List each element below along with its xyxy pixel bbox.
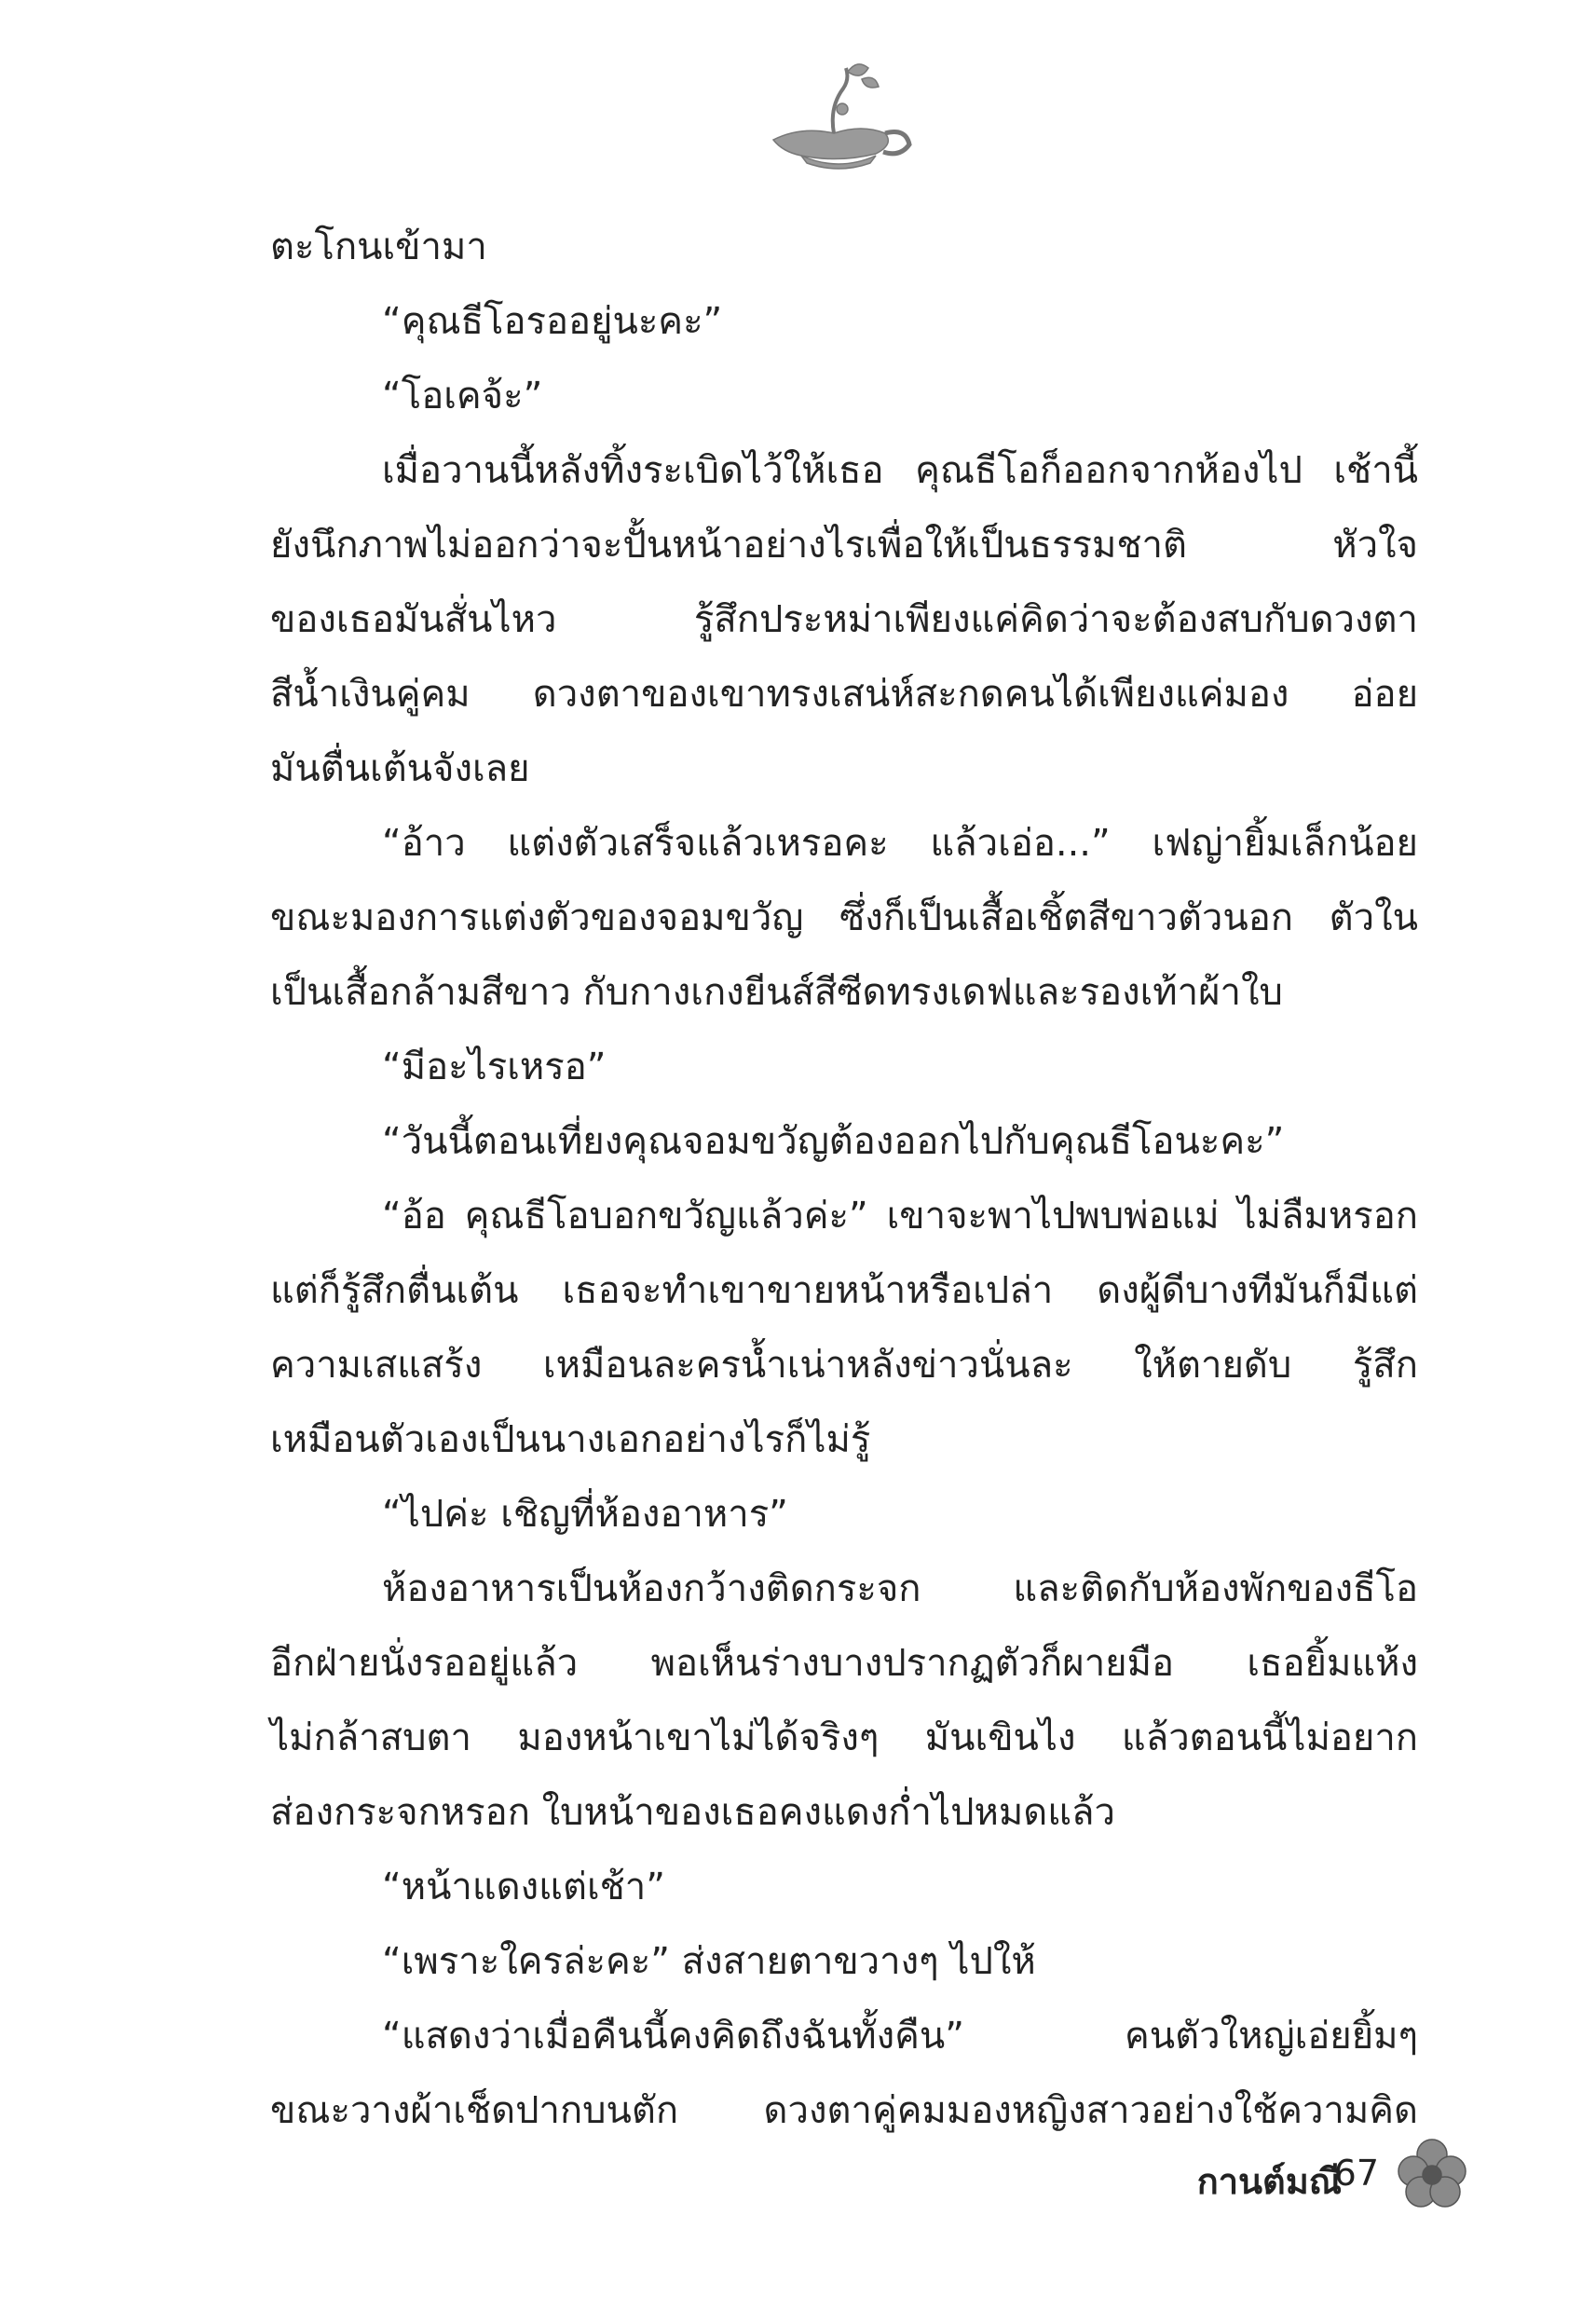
text-line-6: ของเธอมันสั่นไหว รู้สึกประหม่าเพียงแค่คิดว่าจะต้องสบกับดวงตา (270, 598, 1418, 641)
flower-icon (1393, 2134, 1472, 2213)
text-line-22: ส่องกระจกหรอก ใบหน้าของเธอคงแดงก่ำไปหมดแล้ว (270, 1791, 1115, 1834)
text-line-25: “แสดงว่าเมื่อคืนนี้คงคิดถึงฉันทั้งคืน” คนตัวใหญ่เอ่ยยิ้มๆ (382, 2015, 1418, 2058)
text-line-15: แต่ก็รู้สึกตื่นเต้น เธอจะทำเขาขายหน้าหรือเปล่า ดงผู้ดีบางทีมันก็มีแต่ (270, 1269, 1418, 1312)
text-line-7: สีน้ำเงินคู่คม ดวงตาของเขาทรงเสน่ห์สะกดคนได้เพียงแค่มอง อ่อย (270, 673, 1418, 716)
text-line-8: มันตื่นเต้นจังเลย (270, 747, 530, 790)
page-body (270, 210, 1418, 2148)
text-line-23: “หน้าแดงแต่เช้า” (382, 1866, 665, 1908)
text-line-5: ยังนึกภาพไม่ออกว่าจะปั้นหน้าอย่างไรเพื่อให้เป็นธรรมชาติ หัวใจ (270, 524, 1418, 567)
genie-lamp-icon (745, 51, 913, 172)
text-line-9: “อ้าว แต่งตัวเสร็จแล้วเหรอคะ แล้วเอ่อ...” เฟญ่ายิ้มเล็กน้อย (382, 822, 1418, 865)
text-line-21: ไม่กล้าสบตา มองหน้าเขาไม่ได้จริงๆ มันเขินไง แล้วตอนนี้ไม่อยาก (270, 1716, 1418, 1759)
text-line-13: “วันนี้ตอนเที่ยงคุณจอมขวัญต้องออกไปกับคุณธีโอนะคะ” (382, 1120, 1285, 1163)
page-number: 67 (1333, 2153, 1379, 2194)
text-line-24: “เพราะใครล่ะคะ” ส่งสายตาขวางๆ ไปให้ (382, 1940, 1036, 1983)
book-title: กานต์มณี (1196, 2161, 1342, 2202)
text-line-20: อีกฝ่ายนั่งรออยู่แล้ว พอเห็นร่างบางปรากฏตัวก็ผายมือ เธอยิ้มแห้ง (270, 1642, 1418, 1685)
text-line-10: ขณะมองการแต่งตัวของจอมขวัญ ซึ่งก็เป็นเสื้อเชิ้ตสีขาวตัวนอก ตัวใน (270, 896, 1418, 939)
text-line-4: เมื่อวานนี้หลังทิ้งระเบิดไว้ให้เธอ คุณธีโอก็ออกจากห้องไป เช้านี้ (382, 449, 1418, 492)
text-line-17: เหมือนตัวเองเป็นนางเอกอย่างไรก็ไม่รู้ (270, 1418, 871, 1461)
text-line-18: “ไปค่ะ เชิญที่ห้องอาหาร” (382, 1493, 788, 1536)
text-line-2: “คุณธีโอรออยู่นะคะ” (382, 300, 723, 343)
text-line-26: ขณะวางผ้าเช็ดปากบนตัก ดวงตาคู่คมมองหญิงสาวอย่างใช้ความคิด (270, 2089, 1418, 2132)
page-footer (1081, 2134, 1472, 2227)
text-line-14: “อ้อ คุณธีโอบอกขวัญแล้วค่ะ” เขาจะพาไปพบพ่อแม่ ไม่ลืมหรอก (382, 1195, 1418, 1238)
text-line-1: ตะโกนเข้ามา (270, 226, 487, 268)
text-line-3: “โอเคจ้ะ” (382, 375, 543, 417)
text-line-11: เป็นเสื้อกล้ามสีขาว กับกางเกงยีนส์สีซีดทรงเดฟและรองเท้าผ้าใบ (270, 971, 1283, 1014)
text-line-16: ความเสแสร้ง เหมือนละครน้ำเน่าหลังข่าวนั่นละ ให้ตายดับ รู้สึก (270, 1344, 1418, 1387)
text-line-12: “มีอะไรเหรอ” (382, 1046, 607, 1088)
text-line-19: ห้องอาหารเป็นห้องกว้างติดกระจก และติดกับห้องพักของธีโอ (382, 1567, 1418, 1610)
